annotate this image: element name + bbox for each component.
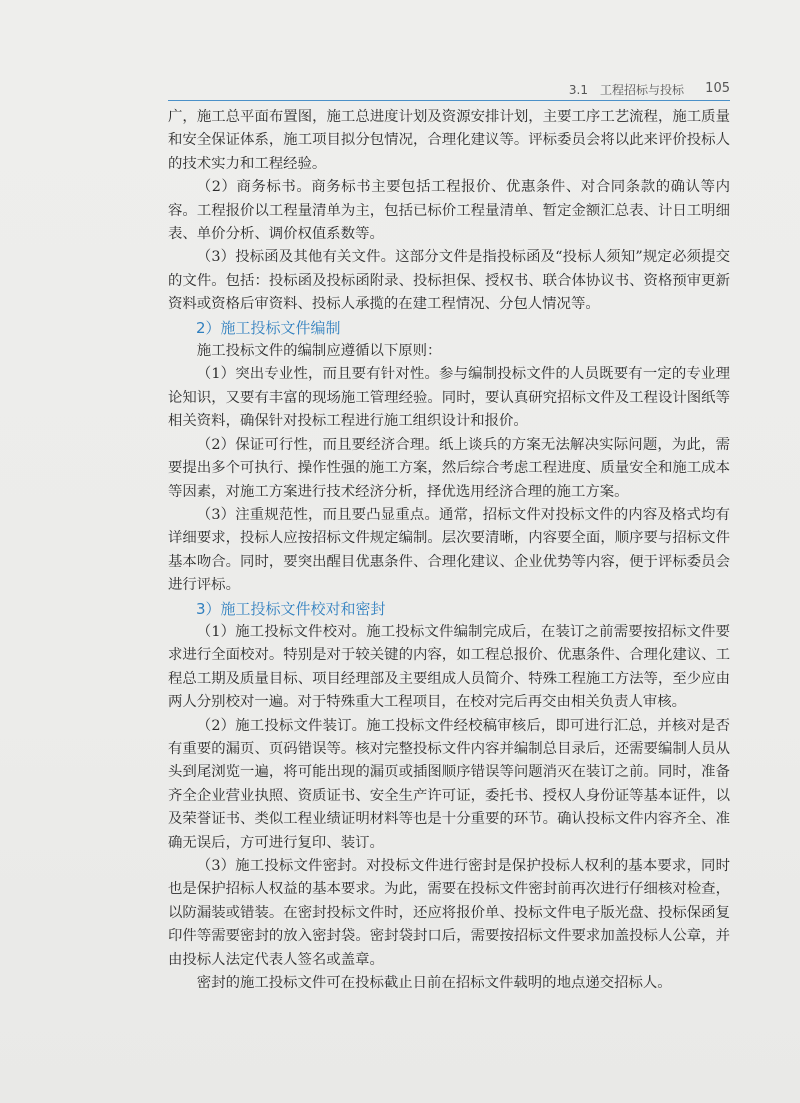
body-text <box>168 106 730 995</box>
paragraph-continued: 广，施工总平面布置图，施工总进度计划及资源安排计划，主要工序工艺流程，施工质量和安全保证体系，施工项目拟分包情况，合理化建议等。评标委员会将以此来评价投标人的技术实力和工程经验。 <box>168 109 730 172</box>
heading-proofread-seal: 3）施工投标文件校对和密封 <box>196 599 386 618</box>
paragraph-proofread: （1）施工投标文件校对。施工投标文件编制完成后，在装订之前需要按招标文件要求进行全面校对。特别是对于较关键的内容，如工程总报价、优惠条件、合理化建议、工程总工期及质量目标、项目经理部及主要组成人员简介、特殊工程施工方法等，至少应由两人分别校对一遍。对于特殊重大工程项目，在校对完后再交由相关负责人审核。 <box>168 623 730 711</box>
paragraph-bid-letter: （3）投标函及其他有关文件。这部分文件是指投标函及“投标人须知”规定必须提交的文件。包括：投标函及投标函附录、投标担保、授权书、联合体协议书、资格预审更新资料或资格后审资料、投标人承揽的在建工程情况、分包人情况等。 <box>168 249 730 313</box>
paragraph-principle-3: （3）注重规范性，而且要凸显重点。通常，招标文件对投标文件的内容及格式均有详细要求，投标人应按招标文件规定编制。层次要清晰，内容要全面，顺序要与招标文件基本吻合。同时，要突出醒目优惠条件、合理化建议、企业优势等内容，便于评标委员会进行评标。 <box>168 506 730 594</box>
page-number: 105 <box>705 81 730 96</box>
paragraph-submission: 密封的施工投标文件可在投标截止日前在招标文件载明的地点递交招标人。 <box>196 975 672 992</box>
paragraph-binding: （2）施工投标文件装订。施工投标文件经校稿审核后，即可进行汇总，并核对是否有重要的漏页、页码错误等。核对完整投标文件内容并编制总目录后，还需要编制人员从头到尾浏览一遍，将可能出现的漏页或插图顺序错误等问题消灭在装订之前。同时，准备齐全企业营业执照、资质证书、安全生产许可证，委托书、授权人身份证等基本证件，以及荣誉证书、类似工程业绩证明材料等也是十分重要的环节。确认投标文件内容齐全、准确无误后，方可进行复印、装订。 <box>168 717 730 851</box>
paragraph-sealing: （3）施工投标文件密封。对投标文件进行密封是保护投标人权利的基本要求，同时也是保护招标人权益的基本要求。为此，需要在投标文件密封前再次进行仔细核对检查，以防漏装或错装。在密封投标文件时，还应将报价单、投标文件电子版光盘、投标保函复印件等需要密封的放入密封袋。密封袋封口后，需要按招标文件要求加盖投标人公章，并由投标人法定代表人签名或盖章。 <box>168 858 730 968</box>
heading-bid-preparation: 2）施工投标文件编制 <box>196 318 341 337</box>
section-title: 3.1 工程招标与投标 <box>568 83 684 97</box>
running-header <box>168 78 730 101</box>
paragraph-principles-intro: 施工投标文件的编制应遵循以下原则： <box>196 343 442 360</box>
paragraph-principle-1: （1）突出专业性，而且要有针对性。参与编制投标文件的人员既要有一定的专业理论知识，又要有丰富的现场施工管理经验。同时，要认真研究招标文件及工程设计图纸等相关资料，确保针对投标工程进行施工组织设计和报价。 <box>168 366 730 430</box>
paragraph-principle-2: （2）保证可行性，而且要经济合理。纸上谈兵的方案无法解决实际问题，为此，需要提出多个可执行、操作性强的施工方案，然后综合考虑工程进度、质量安全和施工成本等因素，对施工方案进行技术经济分析，择优选用经济合理的施工方案。 <box>168 436 730 500</box>
paragraph-business-bid: （2）商务标书。商务标书主要包括工程报价、优惠条件、对合同条款的确认等内容。工程报价以工程量清单为主，包括已标价工程量清单、暂定金额汇总表、计日工明细表、单价分析、调价权值系数等。 <box>168 179 730 243</box>
